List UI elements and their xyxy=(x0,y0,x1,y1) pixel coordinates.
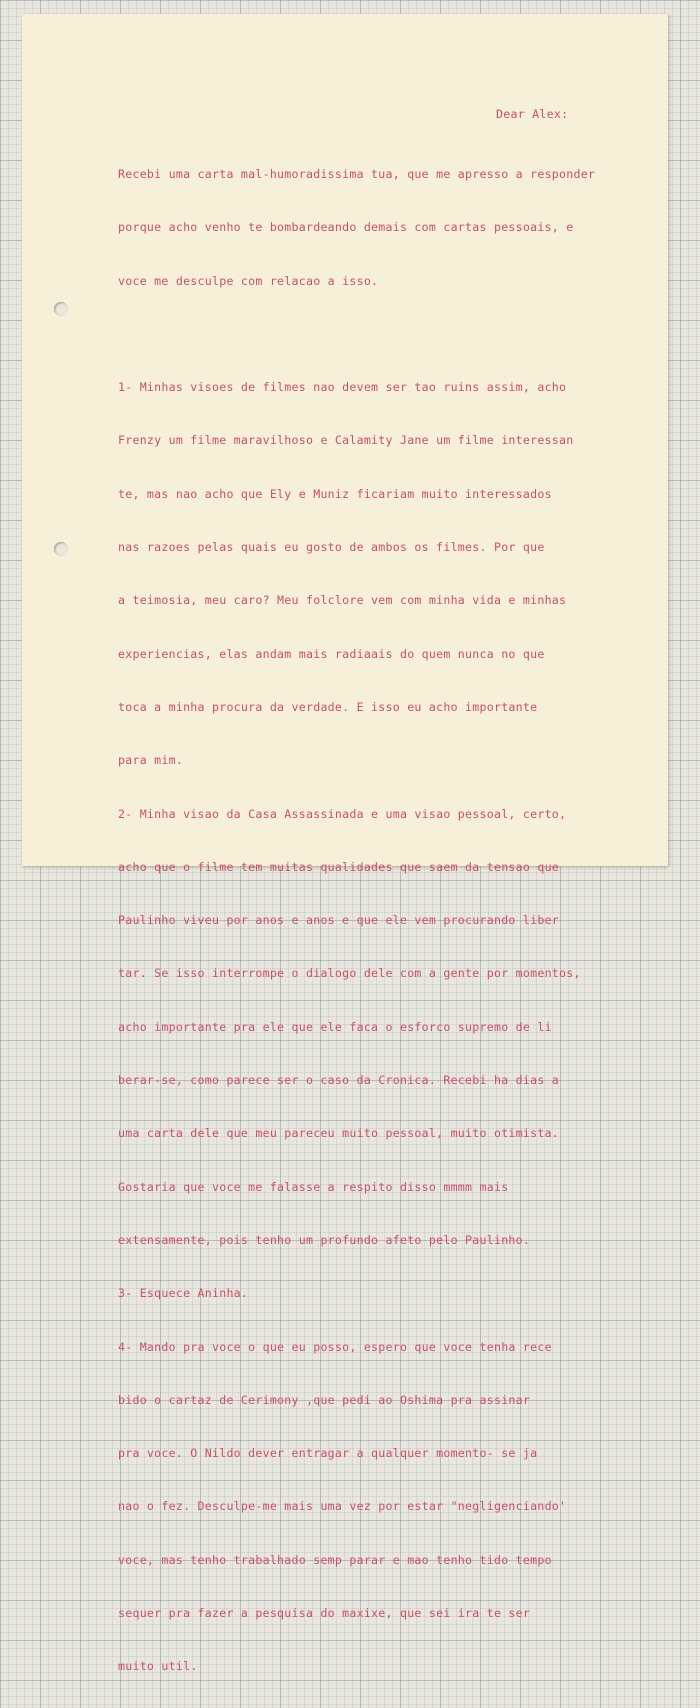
letter-line: berar-se, como parece ser o caso da Cronica. Recebi ha dias a xyxy=(118,1073,560,1088)
letter-line: acho importante pra ele que ele faca o esforco supremo de li xyxy=(118,1019,552,1034)
punch-hole xyxy=(54,542,68,556)
letter-greeting: Dear Alex: xyxy=(496,107,569,121)
letter-line: muito util. xyxy=(118,1659,198,1674)
letter-line: voce me desculpe com relacao a isso. xyxy=(118,273,379,288)
letter-line: toca a minha procura da verdade. E isso eu acho importante xyxy=(118,699,538,714)
letter-line: para mim. xyxy=(118,753,184,768)
letter-line: 2- Minha visao da Casa Assassinada e uma visao pessoal, certo, xyxy=(118,806,567,821)
letter-line: 4- Mando pra voce o que eu posso, espero que voce tenha rece xyxy=(118,1339,552,1354)
letter-line: nao o fez. Desculpe-me mais uma vez por estar "negligenciando' xyxy=(118,1499,567,1514)
letter-line: bido o cartaz de Cerimony ,que pedi ao Oshima pra assinar xyxy=(118,1392,531,1407)
letter-line: porque acho venho te bombardeando demais com cartas pessoais, e xyxy=(118,220,574,235)
letter-line: voce, mas tenho trabalhado semp parar e mao tenho tido tempo xyxy=(118,1552,552,1567)
letter-line: acho que o filme tem muitas qualidades que saem da tensao que xyxy=(118,859,560,874)
letter-line: pra voce. O Nildo dever entragar a qualquer momento- se ja xyxy=(118,1446,538,1461)
letter-line: extensamente, pois tenho um profundo afeto pelo Paulinho. xyxy=(118,1232,531,1247)
letter-line: experiencias, elas andam mais radiaais do quem nunca no que xyxy=(118,646,545,661)
letter-line: te, mas nao acho que Ely e Muniz ficariam muito interessados xyxy=(118,486,552,501)
letter-line: uma carta dele que meu pareceu muito pessoal, muito otimista. xyxy=(118,1126,560,1141)
letter-sheet xyxy=(22,14,668,1674)
letter-line: Paulinho viveu por anos e anos e que ele vem procurando liber xyxy=(118,913,560,928)
letter-body xyxy=(118,134,595,1708)
letter-line-blank xyxy=(118,322,595,347)
letter-line: tar. Se isso interrompe o dialogo dele com a gente por momentos, xyxy=(118,966,581,981)
letter-line: sequer pra fazer a pesquisa do maxixe, que sei ira te ser xyxy=(118,1606,531,1621)
letter-line: Gostaria que voce me falasse a respito disso mmmm mais xyxy=(118,1179,509,1194)
letter-line: Recebi uma carta mal-humoradissima tua, que me apresso a responder xyxy=(118,167,596,181)
letter-line: 1- Minhas visoes de filmes nao devem ser tao ruins assim, acho xyxy=(118,380,567,395)
punch-hole xyxy=(54,302,68,316)
letter-line: Frenzy um filme maravilhoso e Calamity Jane um filme interessan xyxy=(118,433,574,448)
letter-line: nas razoes pelas quais eu gosto de ambos os filmes. Por que xyxy=(118,540,545,555)
letter-line: 3- Esquece Aninha. xyxy=(118,1286,249,1301)
letter-line: a teimosia, meu caro? Meu folclore vem com minha vida e minhas xyxy=(118,593,567,608)
